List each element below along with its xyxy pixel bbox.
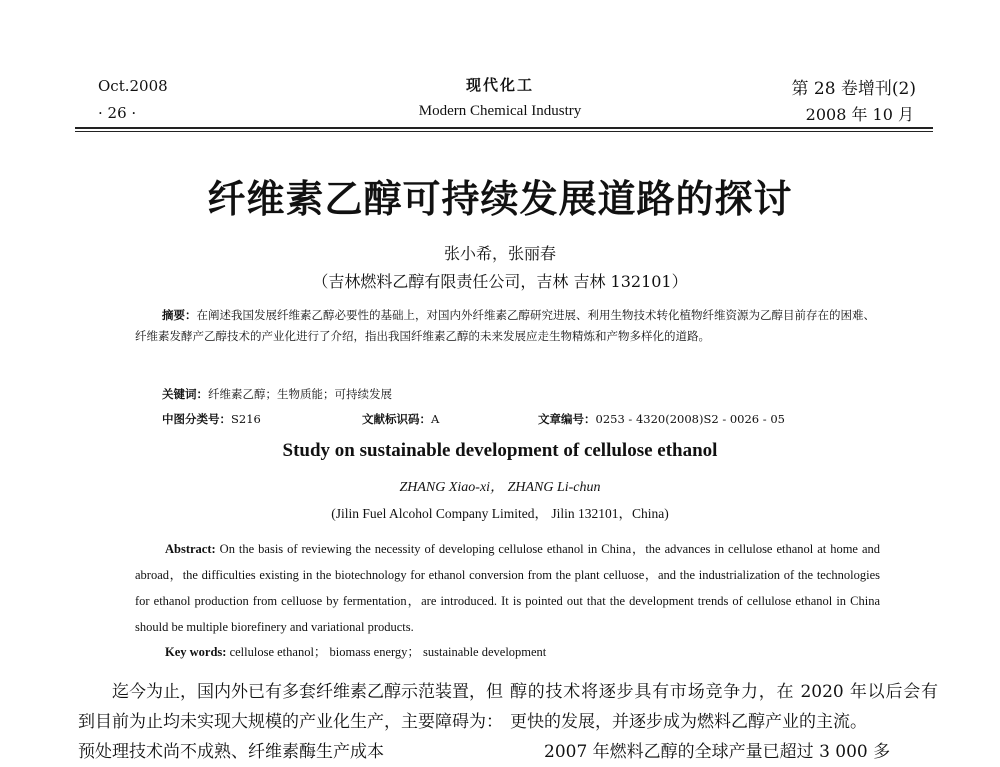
body-paragraph: 醇的技术将逐步具有市场竞争力，在 2020 年以后会有更快的发展，并逐步成为燃料乙醇产业的主流。: [510, 682, 938, 732]
abstract-cn-label: 摘要：: [162, 308, 197, 322]
paper-title-cn: 纤维素乙醇可持续发展道路的探讨: [207, 177, 793, 221]
keywords-en-text: cellulose ethanol； biomass energy； sustainable development: [229, 645, 547, 659]
body-paragraph: 迄今为止，国内外已有多套纤维素乙醇示范装置，但到目前为止均未实现大规模的产业化生产，主要障碍为：预处理技术尚不成熟、纤维素酶生产成本: [78, 682, 503, 762]
keywords-cn-text: 纤维素乙醇；生物质能；可持续发展: [208, 387, 392, 401]
keywords-cn-label: 关键词：: [162, 387, 208, 401]
keywords-cn: [162, 386, 392, 402]
paper-title-en: Study on sustainable development of cellulose ethanol: [282, 440, 718, 461]
abstract-en: [135, 536, 880, 640]
header-date-cn: 2008 年 10 月: [805, 105, 914, 124]
abstract-cn-text: 在阐述我国发展纤维素乙醇必要性的基础上，对国内外纤维素乙醇研究进展、利用生物技术转化植物纤维资源为乙醇目前存在的困难、纤维素发酵产乙醇技术的产业化进行了介绍，指出我国纤维素乙醇的未来发展应走生物精炼和产物多样化的道路。: [135, 308, 875, 343]
page-number: · 26 ·: [98, 104, 137, 122]
authors-en: ZHANG Xiao-xi， ZHANG Li-chun: [399, 480, 601, 495]
abstract-en-text: On the basis of reviewing the necessity of developing cellulose ethanol in China，the advances in cellulose ethanol at home and abroad，the difficulties existing in the biotechnology for ethanol conversion from the plant celluose，and the industrialization of the technologies for ethanol production from celluose by fermentation，are introduced. It is pointed out that the development trends of cellulose ethanol in China should be multiple biorefinery and variational products.: [135, 542, 881, 634]
document-code-label: 文献标识码：: [362, 412, 431, 426]
header-rule: [75, 127, 933, 129]
authors-cn: 张小希，张丽春: [443, 244, 556, 263]
journal-title-cn: 现代化工: [465, 76, 534, 94]
clc-number: [162, 411, 261, 427]
abstract-cn: [135, 305, 875, 347]
affiliation-cn: （吉林燃料乙醇有限责任公司，吉林 吉林 132101）: [312, 272, 688, 291]
keywords-en-label: Key words:: [165, 645, 227, 659]
abstract-en-label: Abstract:: [165, 542, 216, 556]
volume-info: 第 28 卷增刊(2): [791, 79, 916, 99]
article-number-value: 0253 - 4320(2008)S2 - 0026 - 05: [595, 412, 785, 426]
document-code: [362, 411, 439, 427]
body-left-column: [78, 677, 503, 767]
body-right-column: [510, 677, 938, 767]
article-number-label: 文章编号：: [538, 412, 596, 426]
document-code-value: A: [431, 412, 440, 426]
affiliation-en: (Jilin Fuel Alcohol Company Limited， Jilin 132101，China): [331, 506, 669, 521]
journal-title-en: Modern Chemical Industry: [418, 103, 582, 119]
clc-label: 中图分类号：: [162, 412, 231, 426]
header-rule-thin: [75, 131, 933, 132]
header-date-en: Oct.2008: [98, 77, 168, 95]
article-number: [538, 411, 785, 427]
body-paragraph: 2007 年燃料乙醇的全球产量已超过 3 000 多: [544, 742, 891, 762]
keywords-en: [165, 642, 546, 660]
clc-value: S216: [231, 412, 261, 426]
